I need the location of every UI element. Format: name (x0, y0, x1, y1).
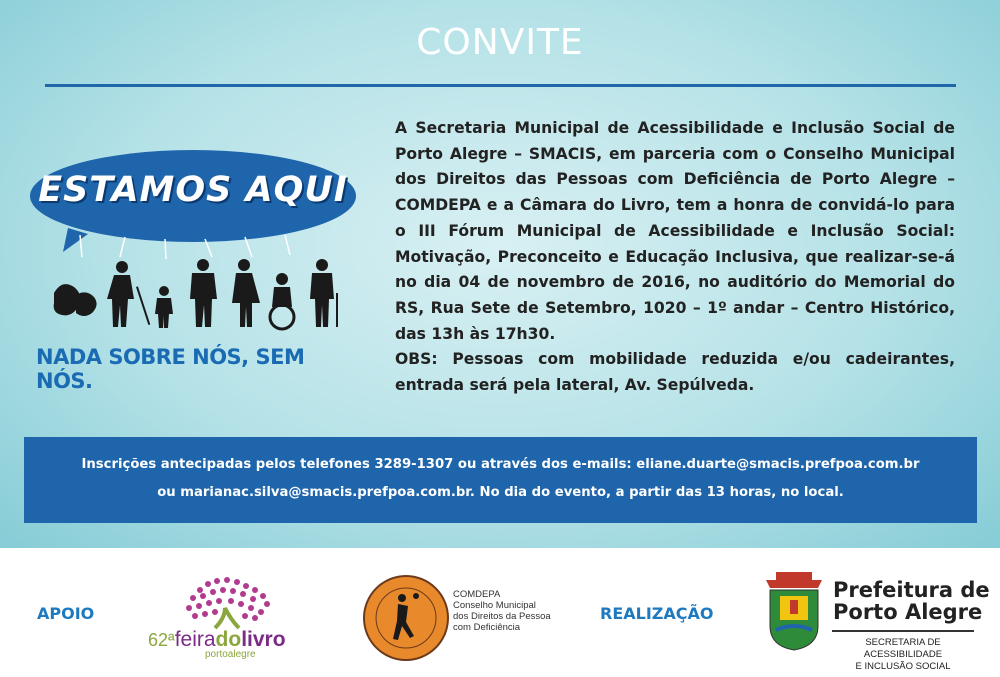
campaign-slogan: NADA SOBRE NÓS, SEM NÓS. (36, 345, 305, 393)
invitation-obs: OBS: Pessoas com mobilidade reduzida e/ou cadeirantes, entrada será pela lateral, Av. Sepúlveda. (395, 350, 955, 395)
comdepa-line-3: com Deficiência (453, 622, 521, 633)
prefeitura-line-2: Porto Alegre (833, 600, 983, 624)
comdepa-line-1: Conselho Municipal (453, 600, 536, 611)
invitation-paragraph: A Secretaria Municipal de Acessibilidade e Inclusão Social de Porto Alegre – SMACIS, em parceria com o Conselho Municipal dos Direitos das Pessoas com Deficiência de Porto Alegre – COMDEPA e a Câmara do Livro, tem a honra de convidá-lo para o III Fórum Municipal de Acessibilidade e Inclusão Social: Motivação, Preconceito e Educação Inclusiva, que realizar-se-á no dia 04 de novembro de 2016, no auditório do Memorial do RS, Rua Sete de Setembro, 1020 – 1º andar – Centro Histórico, das 13h às 17h30. (395, 119, 955, 343)
prefeitura-title (833, 579, 990, 623)
prefeitura-sub-1: SECRETARIA DE ACESSIBILIDADE (863, 637, 943, 660)
registration-line-1: Inscrições antecipadas pelos telefones 3289-1307 ou através dos e-mails: eliane.duarte@smacis.prefpoa.com.br (81, 457, 920, 472)
comdepa-name: COMDEPA (453, 589, 501, 600)
comdepa-line-2: dos Direitos da Pessoa (453, 611, 551, 622)
feira-subtitle: portoalegre (205, 649, 256, 660)
comdepa-seal-icon (362, 574, 450, 662)
prefeitura-divider (832, 630, 974, 632)
feira-number: 62ª (148, 630, 175, 650)
prefeitura-sub-2: E INCLUSÃO SOCIAL (855, 661, 951, 672)
invitation-text (395, 116, 955, 399)
porto-alegre-crest-icon (762, 570, 826, 652)
registration-banner (24, 437, 977, 523)
comdepa-text (453, 589, 551, 633)
campaign-bubble-text: ESTAMOS AQUI (38, 170, 348, 210)
realizacao-label: REALIZAÇÃO (600, 604, 714, 623)
feira-word-do: do (215, 628, 242, 651)
registration-line-2: ou marianac.silva@smacis.prefpoa.com.br. No dia do evento, a partir das 13 horas, no local. (157, 485, 844, 500)
prefeitura-line-1: Prefeitura de (833, 578, 990, 602)
people-pictogram-icon (40, 235, 350, 335)
title-divider (45, 84, 956, 87)
prefeitura-subtitle (832, 637, 974, 673)
apoio-label: APOIO (37, 604, 95, 623)
page-title: CONVITE (416, 22, 584, 63)
feira-word-livro: livro (241, 628, 286, 651)
feira-word-feira: feira (174, 628, 216, 651)
